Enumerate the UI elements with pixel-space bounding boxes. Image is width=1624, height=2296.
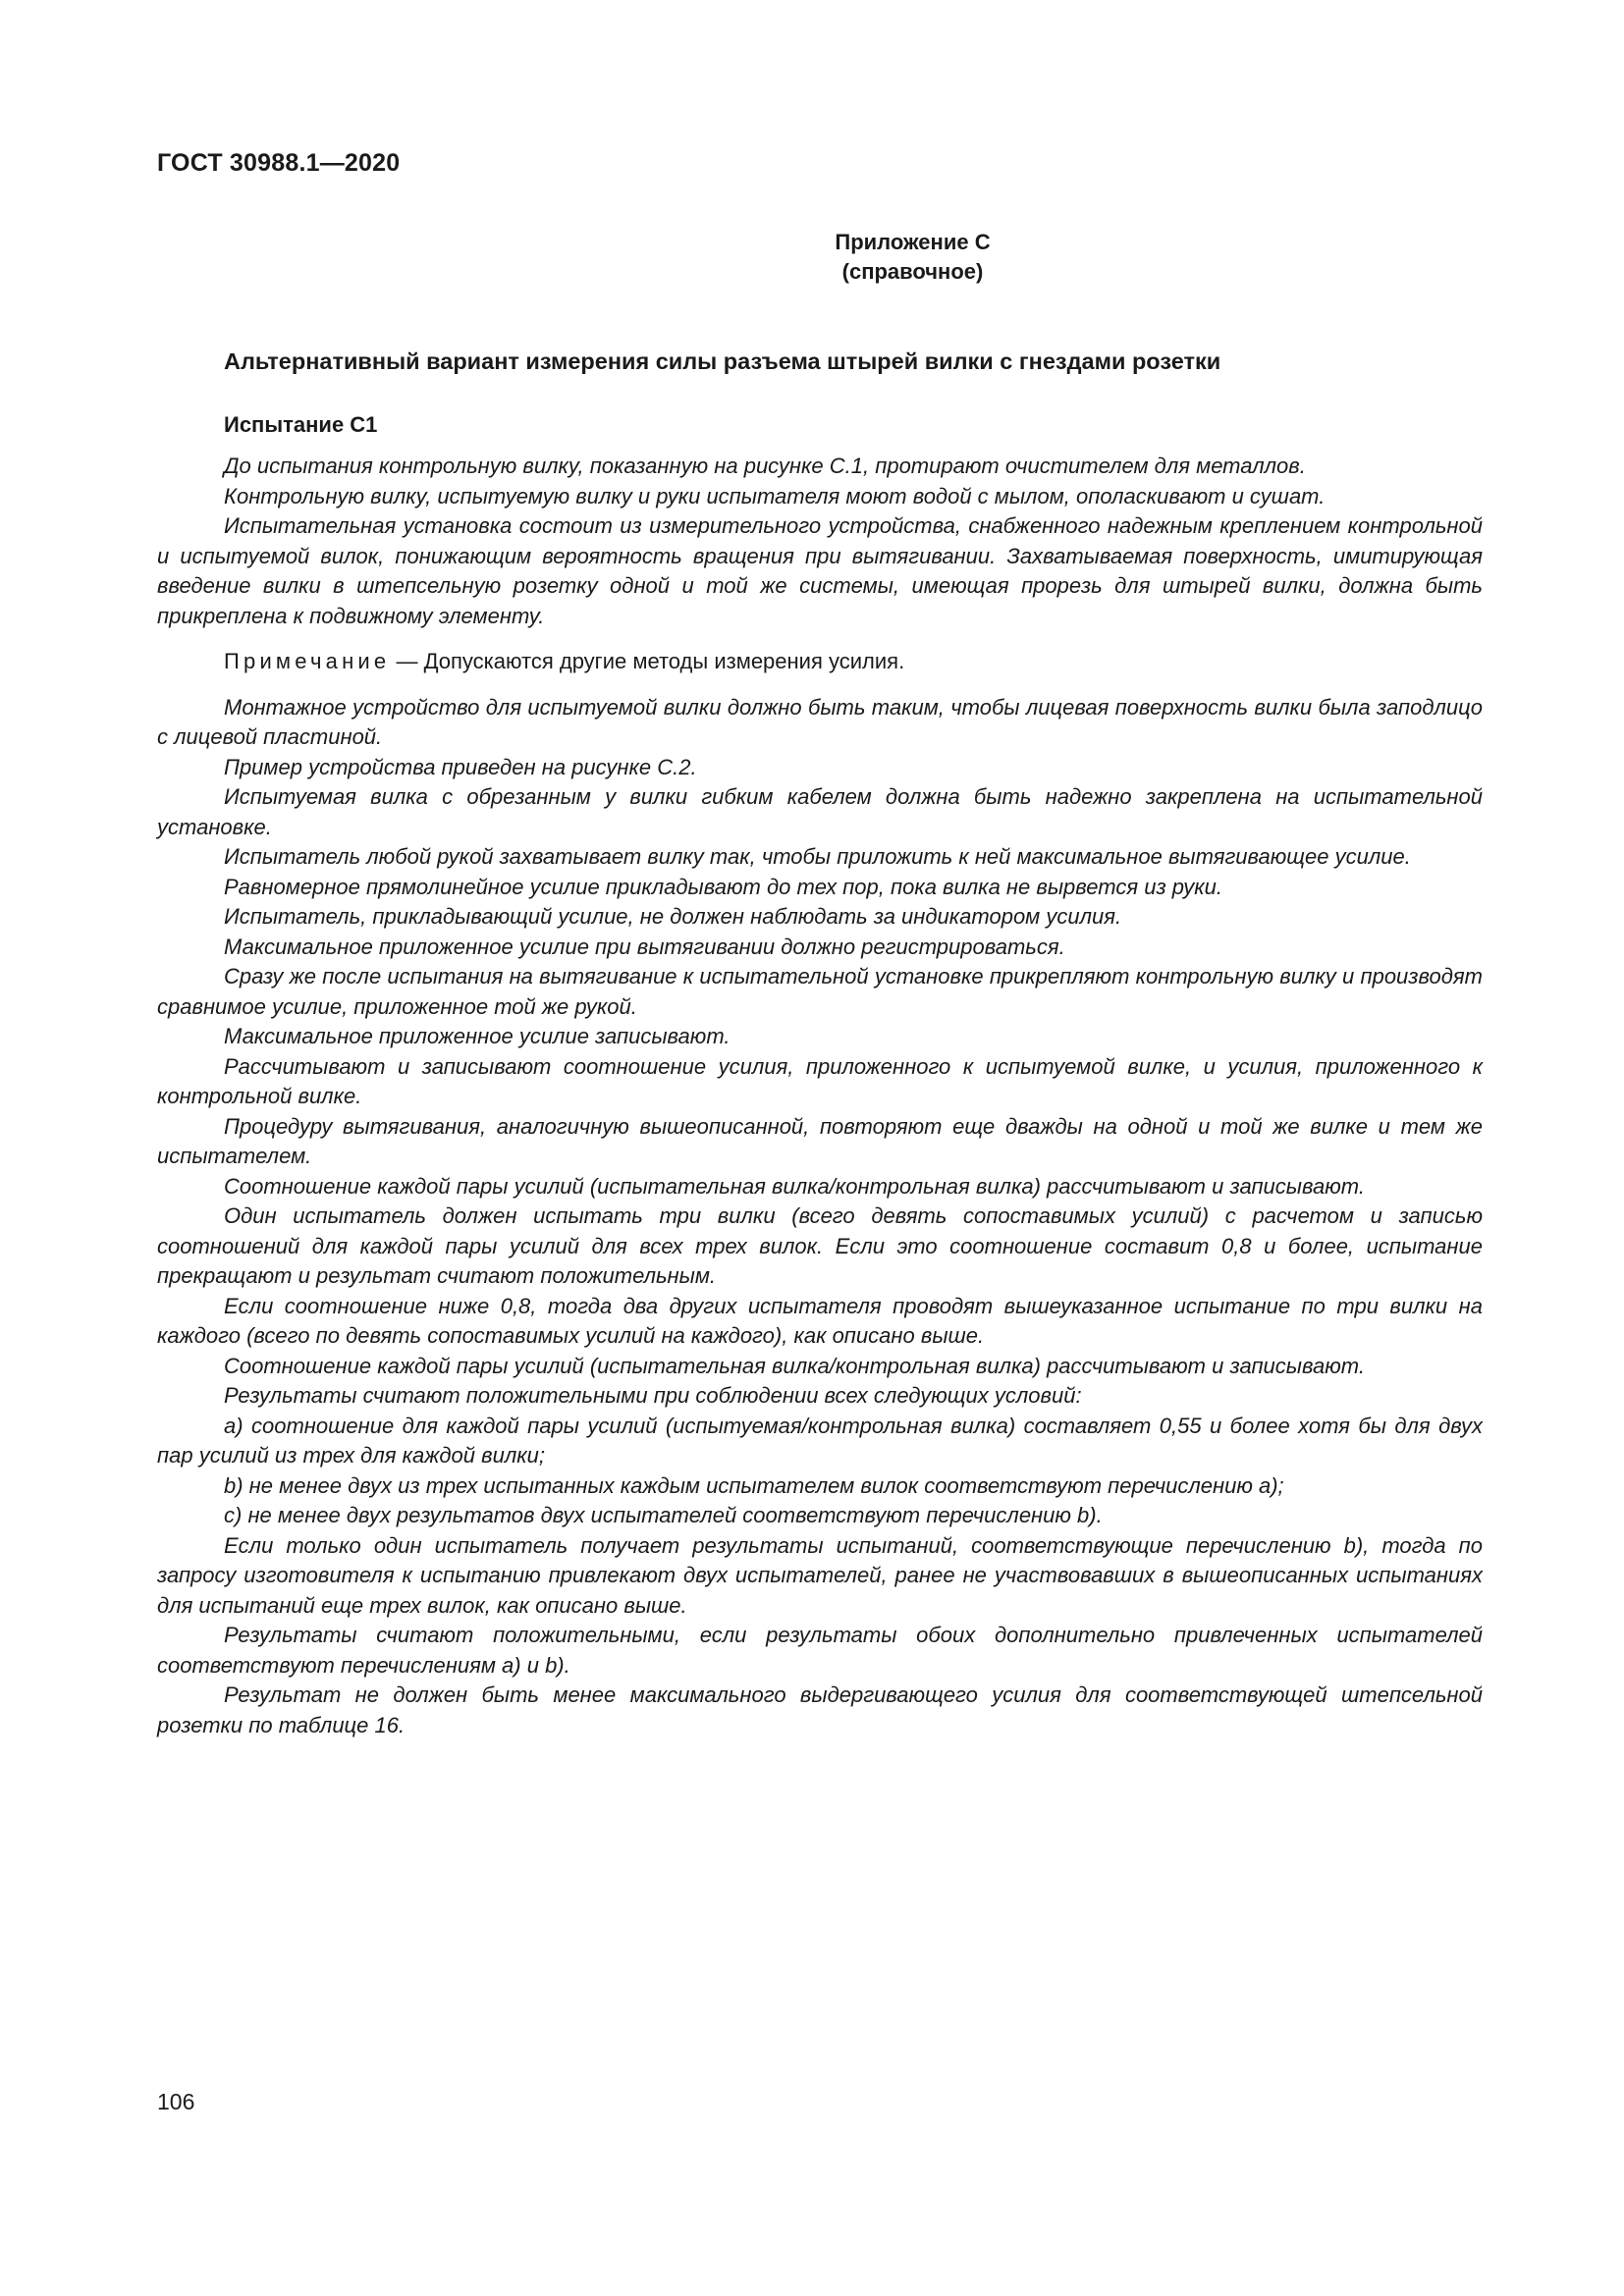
paragraph: Сразу же после испытания на вытягивание к испытательной установке прикрепляют контрольную вилку и производят сравнимое усилие, приложенное той же рукой. (157, 964, 1483, 1019)
note (157, 647, 1483, 677)
page-number: 106 (157, 2089, 195, 2114)
paragraph: Испытуемая вилка с обрезанным у вилки гибким кабелем должна быть надежно закреплена на испытательной установке. (157, 784, 1483, 839)
list-item-a: a) соотношение для каждой пары усилий (испытуемая/контрольная вилка) составляет 0,55 и более хотя бы для двух пар усилий из трех для каждой вилки; (157, 1413, 1483, 1468)
paragraph: Испытатель, прикладывающий усилие, не должен наблюдать за индикатором усилия. (224, 904, 1122, 929)
paragraph: Если только один испытатель получает результаты испытаний, соответствующие перечислению b), тогда по запросу изготовителя к испытанию привлекают двух испытателей, ранее не участвовавших в вышеописанных испытаниях для испытаний еще трех вилок, как описано выше. (157, 1532, 1483, 1618)
paragraph: Пример устройства приведен на рисунке С.2. (224, 754, 697, 779)
paragraph: Если соотношение ниже 0,8, тогда два других испытателя проводят вышеуказанное испытание по три вилки на каждого (всего по девять сопоставимых усилий на каждого), как описано выше. (157, 1293, 1483, 1348)
paragraph: Процедуру вытягивания, аналогичную вышеописанной, повторяют еще дважды на одной и той же вилке и тем же испытателем. (157, 1113, 1483, 1168)
paragraph: Максимальное приложенное усилие при вытягивании должно регистрироваться. (224, 934, 1065, 959)
paragraph: Результат не должен быть менее максимального выдергивающего усилия для соответствующей штепсельной розетки по таблице 16. (157, 1682, 1483, 1737)
paragraph: Соотношение каждой пары усилий (испытательная вилка/контрольная вилка) рассчитывают и записывают. (224, 1353, 1365, 1378)
paragraph: Результаты считают положительными, если результаты обоих дополнительно привлеченных испытателей соответствуют перечислениям а) и b). (157, 1623, 1483, 1678)
standard-code: ГОСТ 30988.1—2020 (157, 149, 401, 177)
test-heading: Испытание С1 (224, 412, 378, 437)
appendix-title: Альтернативный вариант измерения силы разъема штырей вилки с гнездами розетки (224, 348, 1221, 374)
list-item-b: b) не менее двух из трех испытанных каждым испытателем вилок соответствуют перечислению а); (224, 1472, 1284, 1498)
list-item-c: c) не менее двух результатов двух испытателей соответствуют перечислению b). (224, 1503, 1103, 1527)
paragraph: Максимальное приложенное усилие записывают. (224, 1024, 731, 1048)
paragraph: Монтажное устройство для испытуемой вилки должно быть таким, чтобы лицевая поверхность вилки была заподлицо с лицевой пластиной. (157, 694, 1483, 749)
paragraph: Рассчитывают и записывают соотношение усилия, приложенного к испытуемой вилке, и усилия, приложенного к контрольной вилке. (157, 1053, 1483, 1108)
note-dash: — (396, 649, 418, 673)
appendix-kind: (справочное) (841, 259, 984, 284)
document-body (157, 452, 1483, 1740)
paragraph: Соотношение каждой пары усилий (испытательная вилка/контрольная вилка) рассчитывают и записывают. (224, 1173, 1365, 1199)
paragraph: Испытательная установка состоит из измерительного устройства, снабженного надежным креплением контрольной и испытуемой вилок, понижающим вероятность вращения при вытягивании. Захватываемая поверхность, имитирующая введение вилки в штепсельную розетку одной и той же системы, имеющая прорезь для штырей вилки, должна быть прикреплена к подвижному элементу. (157, 513, 1483, 628)
appendix-label: Приложение С (835, 230, 991, 254)
note-text: Допускаются другие методы измерения усилия. (423, 649, 905, 673)
paragraph: До испытания контрольную вилку, показанную на рисунке С.1, протирают очистителем для металлов. (224, 454, 1306, 478)
paragraph: Один испытатель должен испытать три вилки (всего девять сопоставимых усилий) с расчетом и записью соотношений для каждой пары усилий для всех трех вилок. Если это соотношение составит 0,8 и более, испытание прекращают и результат считают положительным. (157, 1203, 1483, 1288)
paragraph: Испытатель любой рукой захватывает вилку так, чтобы приложить к ней максимальное вытягивающее усилие. (224, 844, 1411, 869)
appendix-heading (0, 228, 1624, 287)
paragraph: Равномерное прямолинейное усилие прикладывают до тех пор, пока вилка не вырвется из руки. (224, 874, 1223, 899)
note-label: Примечание (224, 649, 391, 673)
paragraph: Результаты считают положительными при соблюдении всех следующих условий: (224, 1383, 1082, 1408)
paragraph: Контрольную вилку, испытуемую вилку и руки испытателя моют водой с мылом, ополаскивают и сушат. (224, 483, 1326, 508)
